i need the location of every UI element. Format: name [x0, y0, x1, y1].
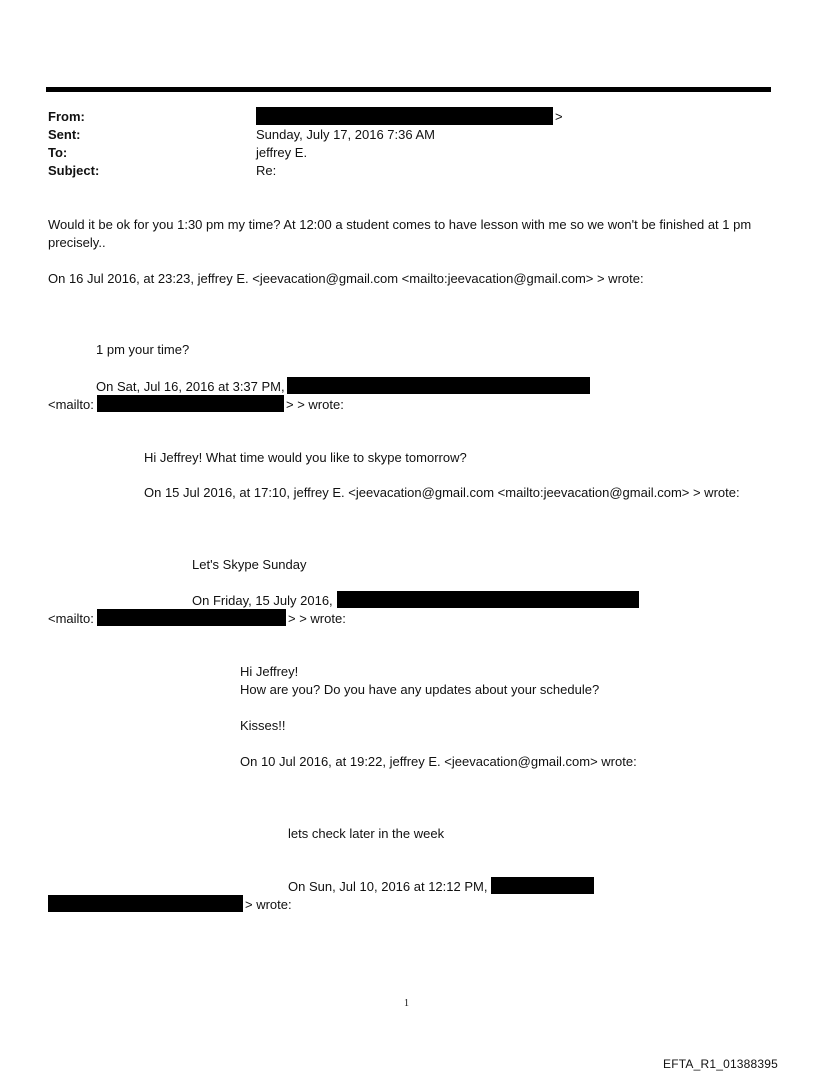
quote-attribution-1: On 16 Jul 2016, at 23:23, jeffrey E. <jeevacation@gmail.com <mailto:jeevacation@gmail.com> > wrote:: [48, 271, 644, 286]
quote-text-4-question: How are you? Do you have any updates about your schedule?: [240, 682, 600, 697]
quote-attribution-4b-prefix: <mailto:: [48, 611, 94, 626]
quote-text-5: lets check later in the week: [288, 826, 445, 841]
redaction-sender-email-1: [97, 395, 284, 412]
quote-text-4-greeting: Hi Jeffrey!: [240, 664, 299, 679]
page-number: 1: [404, 998, 409, 1009]
quote-text-2: Hi Jeffrey! What time would you like to skype tomorrow?: [144, 450, 467, 465]
quote-text-1: 1 pm your time?: [96, 342, 190, 357]
quote-attribution-6a: On Sun, Jul 10, 2016 at 12:12 PM,: [288, 879, 488, 894]
from-suffix: >: [555, 109, 563, 124]
quote-attribution-2b-prefix: <mailto:: [48, 397, 94, 412]
to-value: jeffrey E.: [256, 145, 308, 160]
quote-attribution-2b-suffix: > > wrote:: [286, 397, 344, 412]
quote-attribution-4a: On Friday, 15 July 2016,: [192, 593, 333, 608]
message-body: Would it be ok for you 1:30 pm my time? At 12:00 a student comes to have lesson with me so we won't be finished at 1 pm precisely..: [48, 217, 752, 250]
header-rule: [46, 87, 771, 92]
quote-attribution-4b-suffix: > > wrote:: [288, 611, 346, 626]
redaction-sender-email-2: [97, 609, 286, 626]
quote-attribution-3: On 15 Jul 2016, at 17:10, jeffrey E. <jeevacation@gmail.com <mailto:jeevacation@gmail.com> > wrote:: [144, 485, 740, 500]
quote-text-3: Let's Skype Sunday: [192, 557, 307, 572]
redaction-sender-name-3: [491, 877, 594, 894]
quote-attribution-2a: On Sat, Jul 16, 2016 at 3:37 PM,: [96, 379, 285, 394]
sent-label: Sent:: [48, 127, 81, 142]
sent-value: Sunday, July 17, 2016 7:36 AM: [256, 127, 435, 142]
redaction-sender-email-3: [48, 895, 243, 912]
to-label: To:: [48, 145, 68, 160]
redaction-sender-name-1: [287, 377, 590, 394]
from-label: From:: [48, 109, 85, 124]
quote-text-4-signoff: Kisses!!: [240, 718, 286, 733]
redaction-sender-name-2: [337, 591, 639, 608]
subject-label: Subject:: [48, 163, 100, 178]
bates-number: EFTA_R1_01388395: [663, 1057, 779, 1071]
redaction-from-address: [256, 107, 553, 125]
quote-attribution-6b-suffix: > wrote:: [245, 897, 292, 912]
quote-attribution-5: On 10 Jul 2016, at 19:22, jeffrey E. <jeevacation@gmail.com> wrote:: [240, 754, 637, 769]
subject-value: Re:: [256, 163, 277, 178]
